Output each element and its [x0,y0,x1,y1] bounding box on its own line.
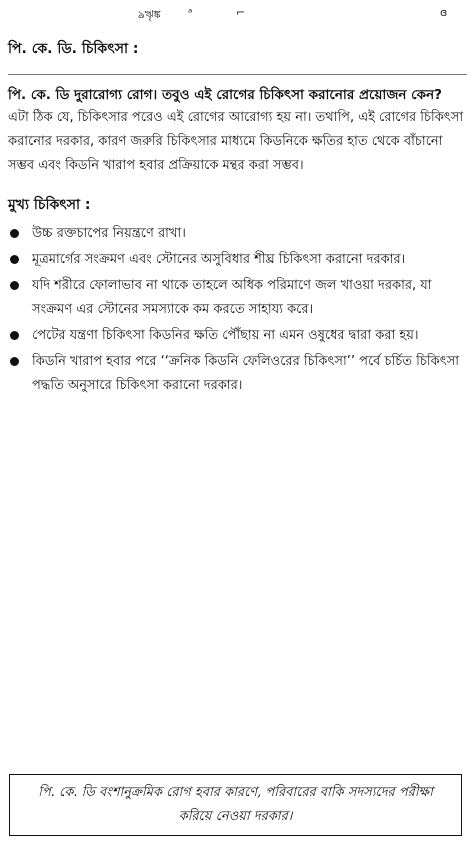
list-item-text: পেটের যন্ত্রণা চিকিৎসা কিডনির ক্ষতি পৌঁছায় না এমন ওষুধের দ্বারা করা হয়। [32,328,419,343]
note-box [9,774,462,836]
list-item-text: যদি শরীরে ফোলাভাব না থাকে তাহলে অধিক পরিমাণে জল খাওয়া দরকার, যা সংক্রমণ এর স্টোনের সমস্যাকে কম করতে সাহায্য করে। [32,278,432,317]
header-mark: ⌐ [236,6,246,19]
list-item [8,222,467,246]
list-item-text: মূত্রমার্গের সংক্রমণ এবং স্টোনের অসুবিধার শীঘ্র চিকিৎসা করানো দরকার। [32,252,406,267]
list-item [8,350,467,398]
bullet-icon [10,229,19,238]
question-text: পি. কে. ডি দুরারোগ্য রোগ। তবুও এই রোগের চিকিৎসা করানোর প্রয়োজন কেন? [8,87,442,103]
list-item-text: কিডনি খারাপ হবার পরে ‘‘ক্রনিক কিডনি ফেলিওরের চিকিৎসা’’ পর্বে চর্চিত চিকিৎসা পদ্ধতি অনুসারে চিকিৎসা করানো দরকার। [32,354,460,393]
section-title: পি. কে. ডি. চিকিৎসা : [8,41,139,57]
bullet-icon [10,281,19,290]
divider [8,74,467,75]
header-mark: ঌৠঙ্ক [138,8,161,21]
bullet-icon [10,255,19,264]
list-item-text: উচ্চ রক্তচাপের নিয়ন্ত্রণে রাখা। [32,226,186,241]
answer-text: এটা ঠিক যে, চিকিৎসার পরেও এই রোগের আরোগ্য হয় না। তথাপি, এই রোগের চিকিৎসা করানোর দরকার, কারণ জরুরি চিকিৎসার মাধ্যমে কিডনিকে ক্ষতির হাত থেকে বাঁচানো সম্ভব এবং কিডনি খারাপ হবার প্রক্রিয়াকে মন্থর করা সম্ভব। [8,110,464,173]
list-item [8,324,467,348]
note-text: পি. কে. ডি বংশানুক্রমিক রোগ হবার কারণে, পরিবারের বাকি সদস্যদের পরীক্ষা করিয়ে নেওয়া দরকার। [38,785,433,824]
bullet-icon [10,357,19,366]
bullet-icon [10,331,19,340]
list-item [8,248,467,272]
main-treatment-heading: মুখ্য চিকিৎসা : [8,197,91,213]
list-item [8,274,467,322]
header-marks [0,6,475,22]
page-content [8,38,467,400]
treatment-list [8,222,467,398]
header-mark: ᵃ [188,6,193,19]
header-mark: ɞ [440,6,448,19]
